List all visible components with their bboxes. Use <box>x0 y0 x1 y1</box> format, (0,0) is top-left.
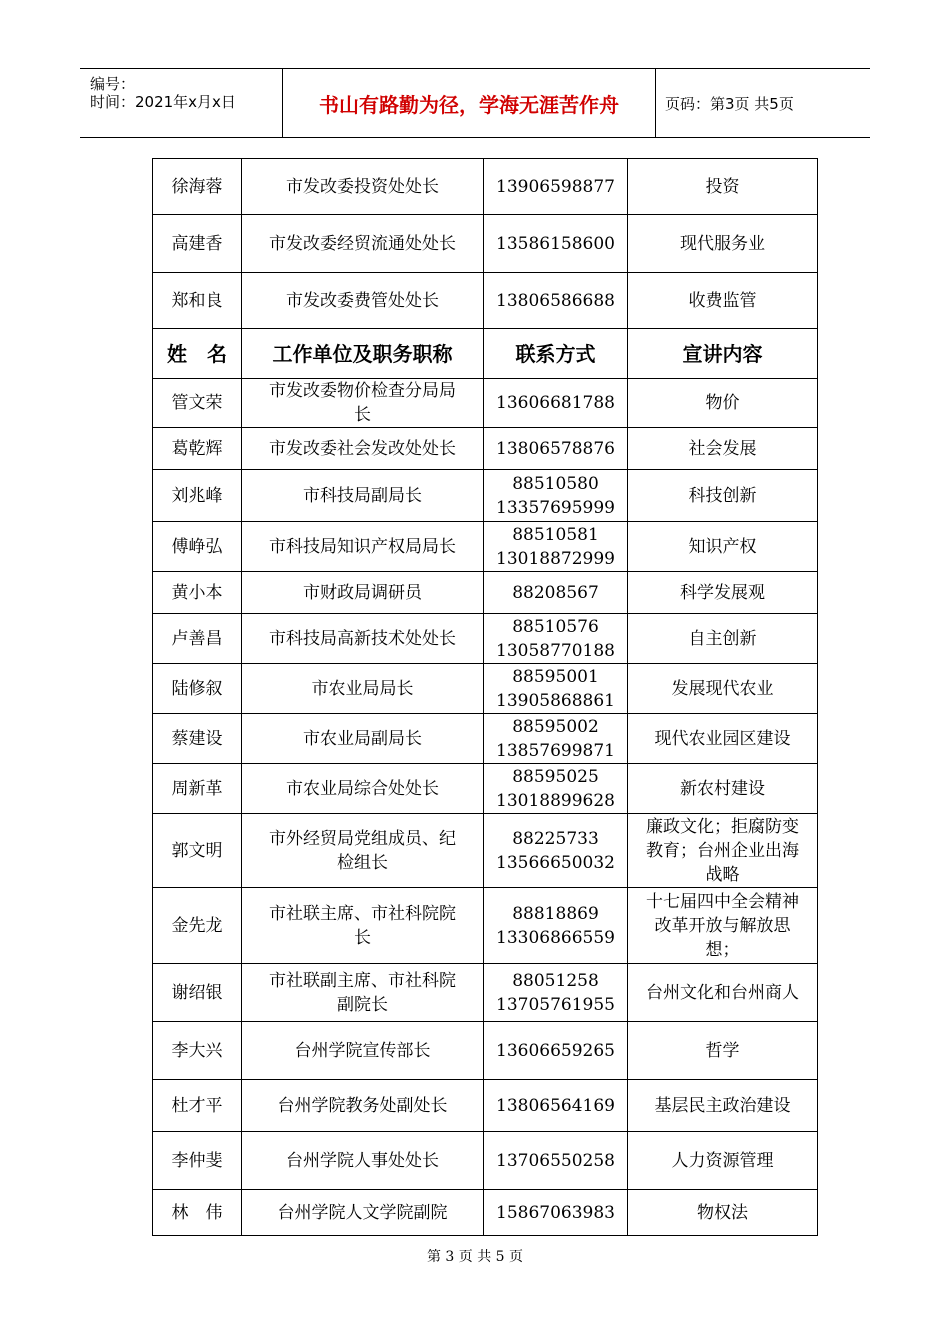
column-header: 工作单位及职务职称 <box>242 329 484 379</box>
unit-cell-line: 市财政局调研员 <box>303 582 422 603</box>
name-cell: 徐海蓉 <box>153 159 242 215</box>
column-header: 宣讲内容 <box>628 329 818 379</box>
table-row <box>153 215 818 273</box>
name-cell: 金先龙 <box>153 888 242 964</box>
topic-cell <box>628 379 818 428</box>
page-footer: 第 3 页 共 5 页 <box>426 1249 524 1265</box>
phone-cell <box>484 379 628 428</box>
phone-cell-line: 13706550258 <box>496 1150 615 1171</box>
phone-cell <box>484 428 628 470</box>
unit-cell-line: 市社联副主席、市社科院 <box>269 970 456 991</box>
phone-cell <box>484 714 628 764</box>
phone-cell <box>484 215 628 273</box>
column-header: 姓 名 <box>153 329 242 379</box>
unit-cell-line: 市科技局高新技术处处长 <box>269 628 456 649</box>
phone-cell-line: 13705761955 <box>496 994 615 1015</box>
phone-cell <box>484 159 628 215</box>
topic-cell-line: 台州文化和台州商人 <box>646 982 799 1003</box>
unit-cell <box>242 1190 484 1236</box>
unit-cell <box>242 764 484 814</box>
topic-cell-line: 想； <box>705 939 740 960</box>
phone-cell-line: 13606681788 <box>496 393 615 413</box>
phone-cell-line: 13018899628 <box>496 790 615 811</box>
unit-cell <box>242 664 484 714</box>
unit-cell <box>242 1132 484 1190</box>
phone-cell-line: 13906598877 <box>496 176 615 197</box>
topic-cell <box>628 964 818 1022</box>
phone-cell-line: 88208567 <box>512 582 599 603</box>
topic-cell <box>628 888 818 964</box>
table-row <box>153 1080 818 1132</box>
phone-cell-line: 13018872999 <box>496 548 615 569</box>
name-cell: 葛乾辉 <box>153 428 242 470</box>
table-row <box>153 159 818 215</box>
topic-cell <box>628 764 818 814</box>
unit-cell-line: 市农业局综合处处长 <box>286 778 439 799</box>
unit-cell-line: 台州学院宣传部长 <box>294 1040 431 1061</box>
topic-cell-line: 自主创新 <box>688 628 757 649</box>
unit-cell-line: 市发改委经贸流通处处长 <box>269 233 456 254</box>
topic-cell-line: 廉政文化；拒腐防变 <box>646 816 799 837</box>
unit-cell-line: 台州学院教务处副处长 <box>277 1095 448 1116</box>
name-cell: 周新革 <box>153 764 242 814</box>
unit-cell-line: 市社联主席、市社科院院 <box>269 903 456 924</box>
speaker-table <box>152 158 818 1236</box>
header-meta <box>80 69 282 137</box>
name-cell: 林 伟 <box>153 1190 242 1236</box>
table-row <box>153 1190 818 1236</box>
unit-cell <box>242 379 484 428</box>
name-cell: 郭文明 <box>153 814 242 888</box>
topic-cell-line: 收费监管 <box>688 290 757 311</box>
topic-cell-line: 改革开放与解放思 <box>654 915 791 936</box>
topic-cell <box>628 1080 818 1132</box>
unit-cell <box>242 273 484 329</box>
phone-cell-line: 88051258 <box>512 970 599 991</box>
unit-cell-line: 市发改委费管处处长 <box>286 290 439 311</box>
phone-cell <box>484 964 628 1022</box>
phone-cell-line: 13566650032 <box>496 852 615 873</box>
phone-cell-line: 88225733 <box>512 828 599 849</box>
unit-cell-line: 市外经贸局党组成员、纪 <box>269 828 456 849</box>
phone-cell <box>484 614 628 664</box>
phone-cell-line: 15867063983 <box>496 1202 615 1223</box>
unit-cell-line: 市科技局知识产权局局长 <box>269 536 456 557</box>
table-row <box>153 1132 818 1190</box>
topic-cell <box>628 1022 818 1080</box>
unit-cell <box>242 888 484 964</box>
unit-cell <box>242 215 484 273</box>
table-row <box>153 888 818 964</box>
name-cell: 李仲斐 <box>153 1132 242 1190</box>
phone-cell-line: 88818869 <box>512 903 599 924</box>
name-cell: 傅峥弘 <box>153 522 242 572</box>
topic-cell <box>628 1132 818 1190</box>
phone-cell <box>484 273 628 329</box>
phone-cell-line: 13806586688 <box>496 290 615 311</box>
topic-cell <box>628 428 818 470</box>
topic-cell <box>628 572 818 614</box>
phone-cell <box>484 814 628 888</box>
table-row <box>153 572 818 614</box>
unit-cell-line: 市发改委投资处处长 <box>286 176 439 197</box>
serial-label: 编号： <box>90 75 136 93</box>
name-cell: 刘兆峰 <box>153 470 242 522</box>
table-row <box>153 714 818 764</box>
header-page-info: 页码：第3页 共5页 <box>665 94 794 113</box>
unit-cell-line: 市科技局副局长 <box>303 485 422 506</box>
table-row <box>153 614 818 664</box>
phone-cell <box>484 1080 628 1132</box>
phone-cell-line: 13905868861 <box>496 690 615 711</box>
name-cell: 高建香 <box>153 215 242 273</box>
phone-cell-line: 13806564169 <box>496 1095 615 1116</box>
unit-cell-line: 副院长 <box>337 994 388 1015</box>
name-cell: 蔡建设 <box>153 714 242 764</box>
unit-cell-line: 台州学院人文学院副院 <box>277 1202 448 1223</box>
name-cell: 郑和良 <box>153 273 242 329</box>
topic-cell-line: 哲学 <box>705 1040 740 1061</box>
unit-cell <box>242 614 484 664</box>
phone-cell-line: 13586158600 <box>496 233 615 254</box>
unit-cell-line: 市农业局局长 <box>311 678 414 699</box>
unit-cell-line: 市发改委社会发改处处长 <box>269 438 456 459</box>
unit-cell <box>242 572 484 614</box>
phone-cell-line: 13857699871 <box>496 740 615 761</box>
table-row <box>153 1022 818 1080</box>
unit-cell-line: 长 <box>354 927 371 948</box>
unit-cell <box>242 428 484 470</box>
table-row <box>153 664 818 714</box>
name-cell: 管文荣 <box>153 379 242 428</box>
topic-cell-line: 战略 <box>705 864 740 885</box>
unit-cell <box>242 964 484 1022</box>
topic-cell <box>628 522 818 572</box>
table-row <box>153 470 818 522</box>
phone-cell <box>484 888 628 964</box>
topic-cell <box>628 664 818 714</box>
phone-cell <box>484 664 628 714</box>
unit-cell-line: 检组长 <box>337 852 388 873</box>
topic-cell-line: 科技创新 <box>688 485 757 506</box>
topic-cell <box>628 1190 818 1236</box>
unit-cell <box>242 470 484 522</box>
topic-cell-line: 投资 <box>705 176 740 197</box>
time-label: 时间：2021年x月x日 <box>90 93 236 111</box>
topic-cell <box>628 273 818 329</box>
phone-cell <box>484 1022 628 1080</box>
table-row <box>153 273 818 329</box>
unit-cell-line: 长 <box>354 405 371 425</box>
name-cell: 李大兴 <box>153 1022 242 1080</box>
unit-cell <box>242 522 484 572</box>
topic-cell-line: 十七届四中全会精神 <box>646 891 799 912</box>
unit-cell-line: 市发改委物价检查分局局 <box>269 381 456 401</box>
table-header-row <box>153 329 818 379</box>
topic-cell <box>628 714 818 764</box>
table-row <box>153 814 818 888</box>
topic-cell <box>628 814 818 888</box>
topic-cell-line: 社会发展 <box>688 438 757 459</box>
header-motto: 书山有路勤为径，学海无涯苦作舟 <box>282 69 656 137</box>
unit-cell <box>242 1080 484 1132</box>
topic-cell <box>628 470 818 522</box>
table-row <box>153 522 818 572</box>
topic-cell-line: 科学发展观 <box>680 582 765 603</box>
topic-cell <box>628 215 818 273</box>
unit-cell <box>242 1022 484 1080</box>
topic-cell-line: 知识产权 <box>688 536 757 557</box>
unit-cell <box>242 714 484 764</box>
table-row <box>153 964 818 1022</box>
phone-cell-line: 13806578876 <box>496 438 615 459</box>
topic-cell-line: 现代农业园区建设 <box>654 728 791 749</box>
topic-cell-line: 新农村建设 <box>680 778 765 799</box>
topic-cell-line: 现代服务业 <box>680 233 765 254</box>
phone-cell <box>484 1190 628 1236</box>
topic-cell <box>628 159 818 215</box>
phone-cell <box>484 764 628 814</box>
page-header <box>80 68 870 138</box>
topic-cell-line: 物价 <box>705 393 740 413</box>
phone-cell <box>484 1132 628 1190</box>
table-row <box>153 764 818 814</box>
phone-cell-line: 88595001 <box>512 666 599 687</box>
phone-cell-line: 88510581 <box>512 524 599 545</box>
phone-cell <box>484 522 628 572</box>
topic-cell-line: 物权法 <box>697 1202 748 1223</box>
phone-cell <box>484 470 628 522</box>
phone-cell-line: 13058770188 <box>496 640 615 661</box>
phone-cell-line: 13306866559 <box>496 927 615 948</box>
name-cell: 卢善昌 <box>153 614 242 664</box>
phone-cell-line: 13606659265 <box>496 1040 615 1061</box>
name-cell: 杜才平 <box>153 1080 242 1132</box>
phone-cell-line: 88510580 <box>512 473 599 494</box>
phone-cell <box>484 572 628 614</box>
phone-cell-line: 13357695999 <box>496 497 615 518</box>
phone-cell-line: 88595025 <box>512 766 599 787</box>
unit-cell-line: 市农业局副局长 <box>303 728 422 749</box>
column-header: 联系方式 <box>484 329 628 379</box>
name-cell: 陆修叙 <box>153 664 242 714</box>
topic-cell-line: 基层民主政治建设 <box>654 1095 791 1116</box>
topic-cell-line: 人力资源管理 <box>671 1150 774 1171</box>
phone-cell-line: 88595002 <box>512 716 599 737</box>
topic-cell <box>628 614 818 664</box>
unit-cell <box>242 159 484 215</box>
topic-cell-line: 教育；台州企业出海 <box>646 840 799 861</box>
table-row <box>153 428 818 470</box>
table-row <box>153 379 818 428</box>
name-cell: 谢绍银 <box>153 964 242 1022</box>
phone-cell-line: 88510576 <box>512 616 599 637</box>
unit-cell <box>242 814 484 888</box>
topic-cell-line: 发展现代农业 <box>671 678 774 699</box>
name-cell: 黄小本 <box>153 572 242 614</box>
unit-cell-line: 台州学院人事处处长 <box>286 1150 439 1171</box>
